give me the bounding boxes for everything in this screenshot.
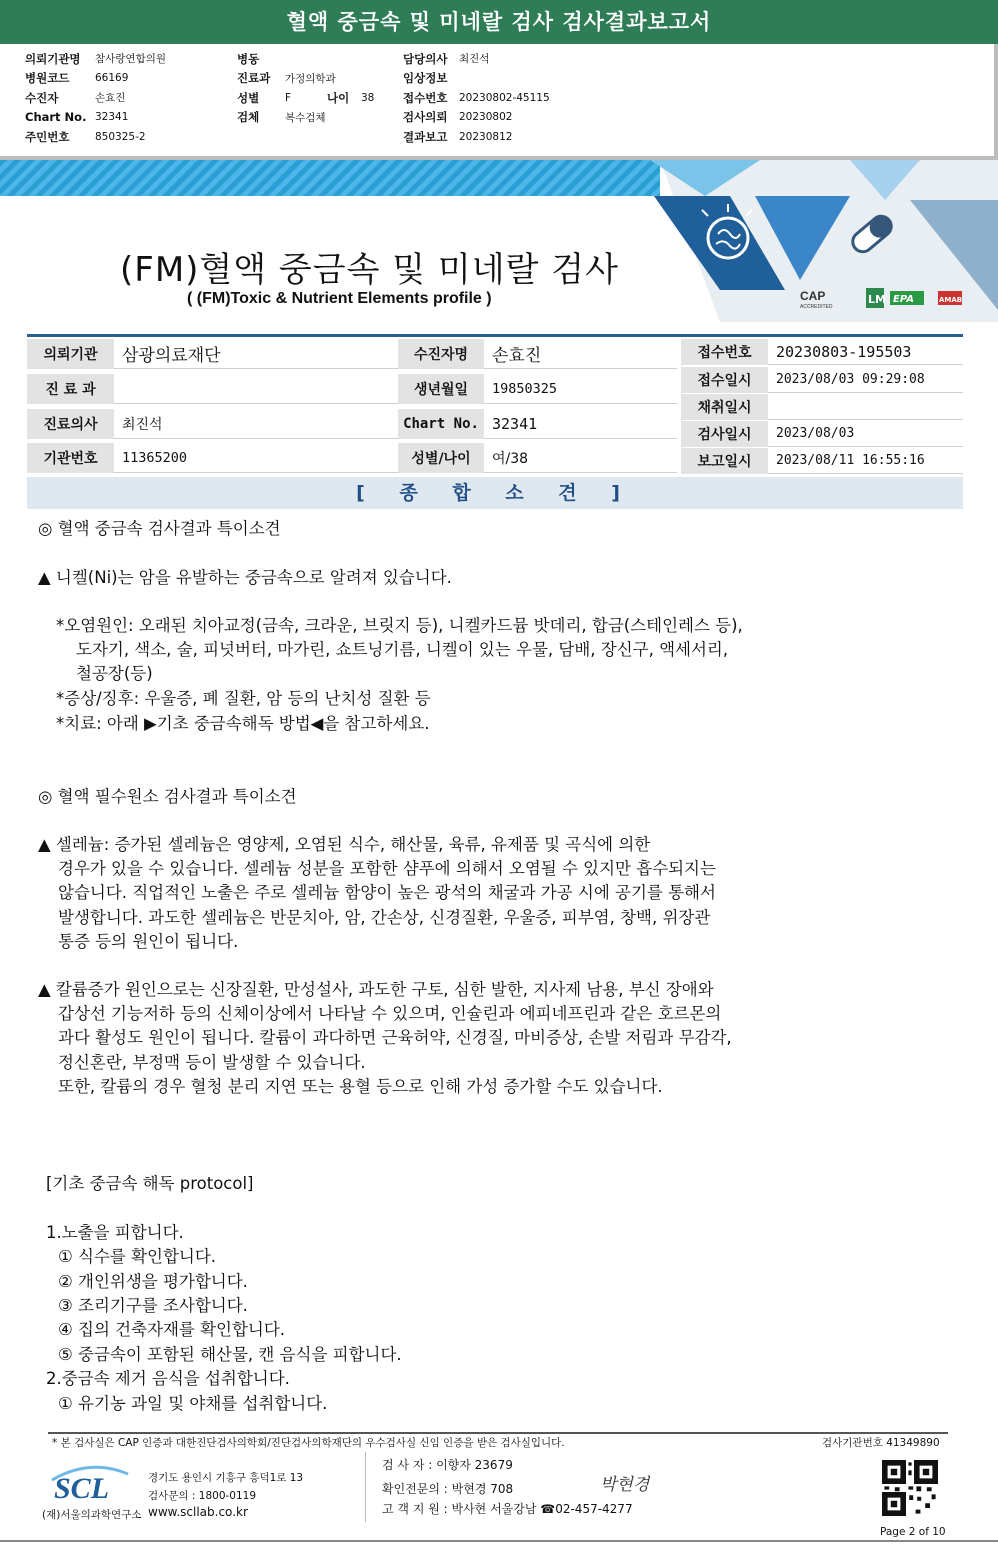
footer-support: 고 객 지 원 : 박사현 서울강남 ☎02-457-4277	[382, 1502, 633, 1516]
header-label: 성별	[237, 90, 260, 105]
header-value-age: 38	[361, 91, 375, 104]
header-value: 가정의학과	[285, 72, 336, 85]
protocol-step: 1.노출을 피합니다.	[46, 1223, 184, 1242]
footer-address: 경기도 용인시 기흥구 흥덕1로 13	[148, 1472, 304, 1484]
header-column-3	[403, 49, 550, 147]
scl-logo-text: SCL	[54, 1472, 110, 1502]
body-line: 않습니다. 직업적인 노출은 주로 셀레늄 함양이 높은 광석의 채굴과 가공 시에 공기를 통해서	[58, 883, 716, 902]
footer-phone: 검사문의 : 1800-0119	[148, 1490, 257, 1502]
body-line: 또한, 칼륨의 경우 혈청 분리 지연 또는 용혈 등으로 인해 가성 증가할 수도 있습니다.	[58, 1077, 663, 1096]
value-institution: 삼광의료재단	[114, 339, 398, 369]
footer-accreditation-note: * 본 검사실은 CAP 인증과 대한진단검사의학회/진단검사의학재단의 우수검사실 신임 인증을 받은 검사실입니다.	[52, 1437, 565, 1449]
body-line: 갑상선 기능저하 등의 신체이상에서 나타날 수 있으며, 인슐린과 에피네프린과 같은 호르몬의	[58, 1004, 722, 1023]
label-report-dt: 보고일시	[681, 448, 768, 474]
body-line: ▲ 칼륨증가 원인으로는 신장질환, 만성설사, 과도한 구토, 심한 발한, 지사제 남용, 부신 장애와	[38, 980, 714, 999]
header-label: 수진자	[25, 90, 59, 105]
protocol-substep: ⑤ 중금속이 포함된 해산물, 캔 음식을 피합니다.	[58, 1345, 402, 1364]
label-collect-dt: 채취일시	[681, 394, 768, 420]
body-line: 경우가 있을 수 있습니다. 셀레늄 성분을 포함한 샴푸에 의해서 오염될 수 있지만 흡수되지는	[58, 859, 716, 878]
value-test-dt: 2023/08/03	[768, 421, 963, 447]
label-chart-no: Chart No.	[398, 409, 484, 439]
value-inst-no: 11365200	[114, 443, 398, 473]
body-line: *오염원인: 오래된 치아교정(금속, 크라운, 브릿지 등), 니켈카드뮴 밧데리, 합금(스테인레스 등),	[56, 616, 743, 635]
header-value: 20230802-45115	[459, 91, 550, 104]
scl-logo	[50, 1462, 130, 1502]
footer-top-rule	[48, 1432, 948, 1434]
decorative-stripe	[0, 160, 660, 196]
value-department	[114, 374, 398, 404]
protocol-substep: ② 개인위생을 평가합니다.	[58, 1272, 248, 1291]
protocol-heading: [기초 중금속 해독 protocol]	[46, 1174, 254, 1193]
protocol-step: 2.중금속 제거 음식을 섭취합니다.	[46, 1369, 290, 1388]
header-label: 검체	[237, 110, 260, 125]
table-top-rule	[27, 334, 963, 337]
value-receipt-no: 20230803-195503	[768, 339, 963, 365]
protocol-substep: ① 유기농 과일 및 야채를 섭취합니다.	[58, 1394, 328, 1413]
label-receipt-dt: 접수일시	[681, 367, 768, 393]
header-label: 진료과	[237, 71, 271, 86]
header-label: 병동	[237, 51, 260, 66]
label-inst-no: 기관번호	[27, 443, 114, 473]
header-value: 복수검체	[285, 111, 326, 124]
protocol-substep: ① 식수를 확인합니다.	[58, 1247, 217, 1266]
header-label: 의뢰기관명	[25, 51, 81, 66]
header-label-age: 나이	[327, 90, 350, 105]
body-line: *증상/징후: 우울증, 폐 질환, 암 등의 난치성 질환 등	[56, 689, 431, 708]
summary-opinion-header: [ 종 합 소 견 ]	[27, 477, 963, 509]
footer-org-name: (재)서울의과학연구소	[42, 1509, 142, 1521]
header-column-2	[237, 49, 374, 127]
label-department: 진 료 과	[27, 374, 114, 404]
cap-logo: CAP	[800, 289, 826, 303]
header-value: F	[285, 91, 292, 104]
footer-bottom-rule	[0, 1540, 998, 1542]
header-value: 20230812	[459, 130, 513, 143]
value-report-dt: 2023/08/11 16:55:16	[768, 448, 963, 474]
body-line: *치료: 아래 ▶기초 중금속해독 방법◀을 참고하세요.	[56, 714, 430, 733]
value-chart-no: 32341	[484, 409, 677, 439]
svg-text:AMAB: AMAB	[939, 296, 963, 304]
header-value: 참사랑연합의원	[95, 53, 167, 66]
body-line: 통증 등의 원인이 됩니다.	[58, 932, 239, 951]
label-patient: 수진자명	[398, 339, 484, 369]
header-label: 접수번호	[403, 90, 448, 105]
footer-examiner: 검 사 자 : 이향자 23679	[382, 1458, 513, 1472]
header-label: 임상정보	[403, 71, 448, 86]
body-line: ▲ 니켈(Ni)는 암을 유발하는 중금속으로 알려져 있습니다.	[38, 568, 452, 587]
footer-divider	[365, 1452, 366, 1522]
header-label: 주민번호	[25, 129, 70, 144]
value-birth: 19850325	[484, 374, 677, 404]
body-line: 철공장(등)	[76, 664, 153, 683]
header-label: 병원코드	[25, 71, 70, 86]
label-test-dt: 검사일시	[681, 421, 768, 447]
header-column-1	[25, 49, 166, 147]
value-doctor: 최진석	[114, 409, 398, 439]
value-collect-dt	[768, 394, 963, 420]
label-institution: 의뢰기관	[27, 339, 114, 369]
section-heading-heavy-metal: ◎ 혈액 중금속 검사결과 특이소견	[38, 519, 281, 538]
header-value: 32341	[95, 111, 129, 124]
header-info-panel	[0, 44, 998, 160]
header-value: 66169	[95, 72, 129, 85]
page-subtitle: ( (FM)Toxic & Nutrient Elements profile )	[187, 290, 492, 307]
footer-org-number: 검사기관번호 41349890	[822, 1437, 940, 1449]
header-value: 850325-2	[95, 130, 146, 143]
body-line: 발생합니다. 과도한 셀레늄은 반문치아, 암, 간손상, 신경질환, 우울증, 피부염, 창백, 위장관	[58, 908, 711, 927]
header-label: Chart No.	[25, 110, 87, 125]
header-label: 담당의사	[403, 51, 448, 66]
value-receipt-dt: 2023/08/03 09:29:08	[768, 367, 963, 393]
header-value: 최진석	[459, 53, 490, 66]
label-receipt-no: 접수번호	[681, 339, 768, 365]
page-title: (FM)혈액 중금속 및 미네랄 검사	[120, 250, 619, 290]
footer-specialist: 확인전문의 : 박현경 708	[382, 1482, 514, 1496]
body-line: ▲ 셀레늄: 증가된 셀레늄은 영양제, 오염된 식수, 해산물, 육류, 유제품 및 곡식에 의한	[38, 835, 651, 854]
svg-text:EPA: EPA	[893, 294, 914, 305]
protocol-substep: ④ 집의 건축자재를 확인합니다.	[58, 1320, 286, 1339]
body-line: 도자기, 색소, 술, 피넛버터, 마가린, 쇼트닝기름, 니켈이 있는 우물, 담배, 장신구, 액세서리,	[76, 640, 729, 659]
body-line: 정신혼란, 부정맥 등이 발생할 수 있습니다.	[58, 1053, 366, 1072]
protocol-substep: ③ 조리기구를 조사합니다.	[58, 1296, 248, 1315]
section-heading-essential-elements: ◎ 혈액 필수원소 검사결과 특이소견	[38, 787, 297, 806]
signature: 박현경	[600, 1475, 650, 1495]
qr-code-icon[interactable]	[882, 1460, 938, 1516]
header-label: 검사의뢰	[403, 110, 448, 125]
value-sex-age: 여/38	[484, 443, 677, 473]
header-graphics	[600, 160, 998, 322]
svg-text:ACCREDITED: ACCREDITED	[800, 304, 833, 310]
header-label: 결과보고	[403, 129, 448, 144]
label-sex-age: 성별/나이	[398, 443, 484, 473]
svg-text:LM: LM	[868, 293, 886, 306]
report-banner-title: 혈액 중금속 및 미네랄 검사 검사결과보고서	[0, 0, 998, 44]
page-number: Page 2 of 10	[880, 1526, 946, 1538]
body-line: 과다 활성도 원인이 됩니다. 칼륨이 과다하면 근육허약, 신경질, 마비증상, 손발 저림과 무감각,	[58, 1028, 732, 1047]
label-birth: 생년월일	[398, 374, 484, 404]
header-value: 손효진	[95, 92, 126, 105]
header-value: 20230802	[459, 111, 513, 124]
footer-website[interactable]: www.scllab.co.kr	[148, 1505, 248, 1519]
label-doctor: 진료의사	[27, 409, 114, 439]
value-patient: 손효진	[484, 339, 677, 369]
